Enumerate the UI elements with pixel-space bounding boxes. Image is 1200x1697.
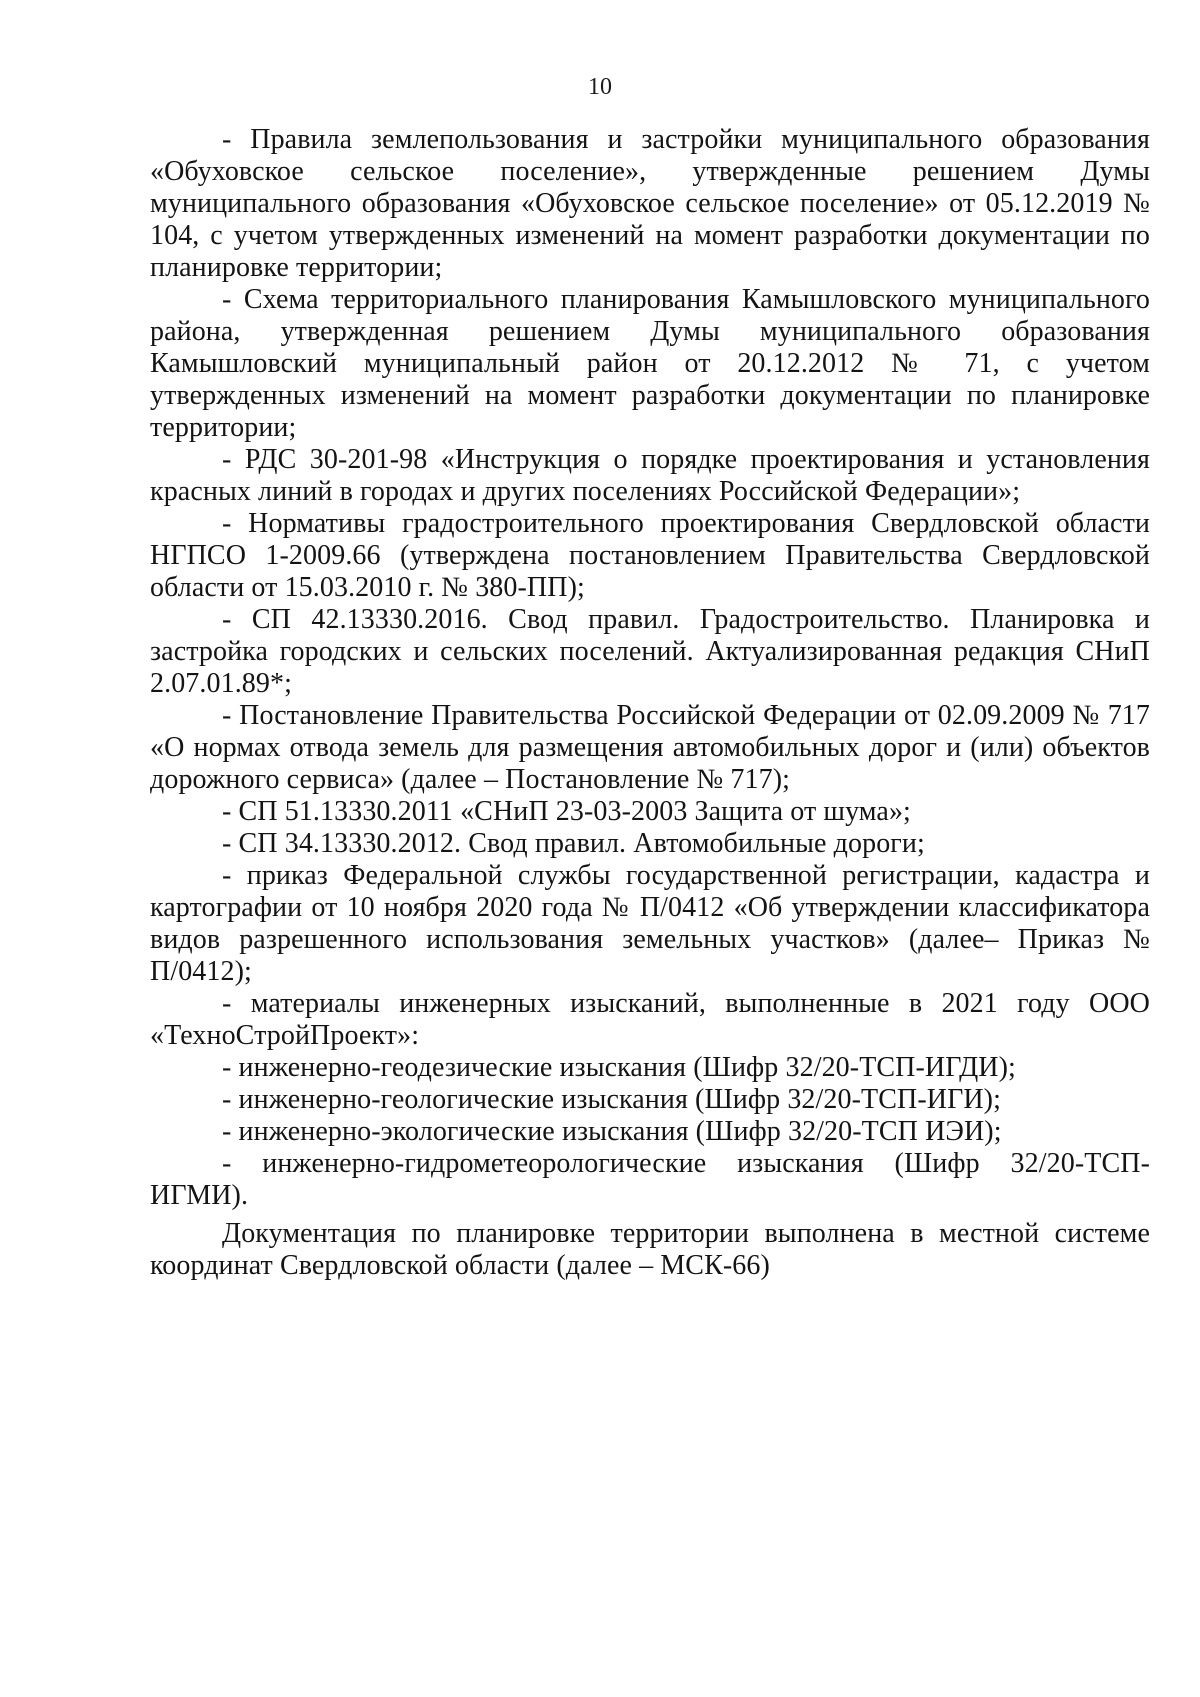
list-item-rds-30-201-98: - РДС 30-201-98 «Инструкция о порядке проектирования и установления красных линий в городах и других поселениях Российской Федерации»; bbox=[150, 444, 1150, 507]
list-item-geodetic-surveys: - инженерно-геодезические изыскания (Шифр 32/20-ТСП-ИГДИ); bbox=[222, 1052, 1016, 1083]
list-item-hydrometeorological-surveys: - инженерно-гидрометеорологические изыскания (Шифр 32/20-ТСП-ИГМИ). bbox=[150, 1148, 1150, 1211]
list-item-land-use-rules: - Правила землепользования и застройки муниципального образования «Обуховское сельское поселение», утвержденные решением Думы муниципального образования «Обуховское сельское поселение» от 05.12.2019 № 104, с учетом утвержденных изменений на момент разработки документации по планировке территории; bbox=[150, 124, 1150, 283]
list-item-rosreestr-order: - приказ Федеральной службы государственной регистрации, кадастра и картографии от 10 ноября 2020 года № П/0412 «Об утверждении классификатора видов разрешенного использования земельных участков» (далее– Приказ № П/0412); bbox=[150, 860, 1150, 987]
list-item-geological-surveys: - инженерно-геологические изыскания (Шифр 32/20-ТСП-ИГИ); bbox=[222, 1084, 1001, 1115]
list-item-sp-42-13330: - СП 42.13330.2016. Свод правил. Градостроительство. Планировка и застройка городских и сельских поселений. Актуализированная редакция СНиП 2.07.01.89*; bbox=[150, 604, 1150, 699]
list-item-sp-34-13330: - СП 34.13330.2012. Свод правил. Автомобильные дороги; bbox=[222, 828, 925, 859]
list-item-territorial-planning-scheme: - Схема территориального планирования Камышловского муниципального района, утвержденная решением Думы муниципального образования Камышловский муниципальный район от 20.12.2012 № 71, с учетом утвержденных изменений на момент разработки документации по планировке территории; bbox=[150, 284, 1150, 443]
page-number: 10 bbox=[588, 74, 612, 100]
coordinate-system-paragraph: Документация по планировке территории выполнена в местной системе координат Свердловской области (далее – МСК-66) bbox=[150, 1218, 1150, 1281]
list-item-engineering-surveys: - материалы инженерных изысканий, выполненные в 2021 году ООО «ТехноСтройПроект»: bbox=[150, 988, 1150, 1051]
list-item-ngpso-standards: - Нормативы градостроительного проектирования Свердловской области НГПСО 1-2009.66 (утверждена постановлением Правительства Свердловской области от 15.03.2010 г. № 380-ПП); bbox=[150, 508, 1150, 603]
list-item-government-decree-717: - Постановление Правительства Российской Федерации от 02.09.2009 № 717 «О нормах отвода земель для размещения автомобильных дорог и (или) объектов дорожного сервиса» (далее – Постановление № 717); bbox=[150, 700, 1150, 795]
list-item-sp-51-13330: - СП 51.13330.2011 «СНиП 23-03-2003 Защита от шума»; bbox=[222, 796, 911, 827]
document-body bbox=[150, 124, 1150, 1282]
list-item-ecological-surveys: - инженерно-экологические изыскания (Шифр 32/20-ТСП ИЭИ); bbox=[222, 1116, 1002, 1147]
